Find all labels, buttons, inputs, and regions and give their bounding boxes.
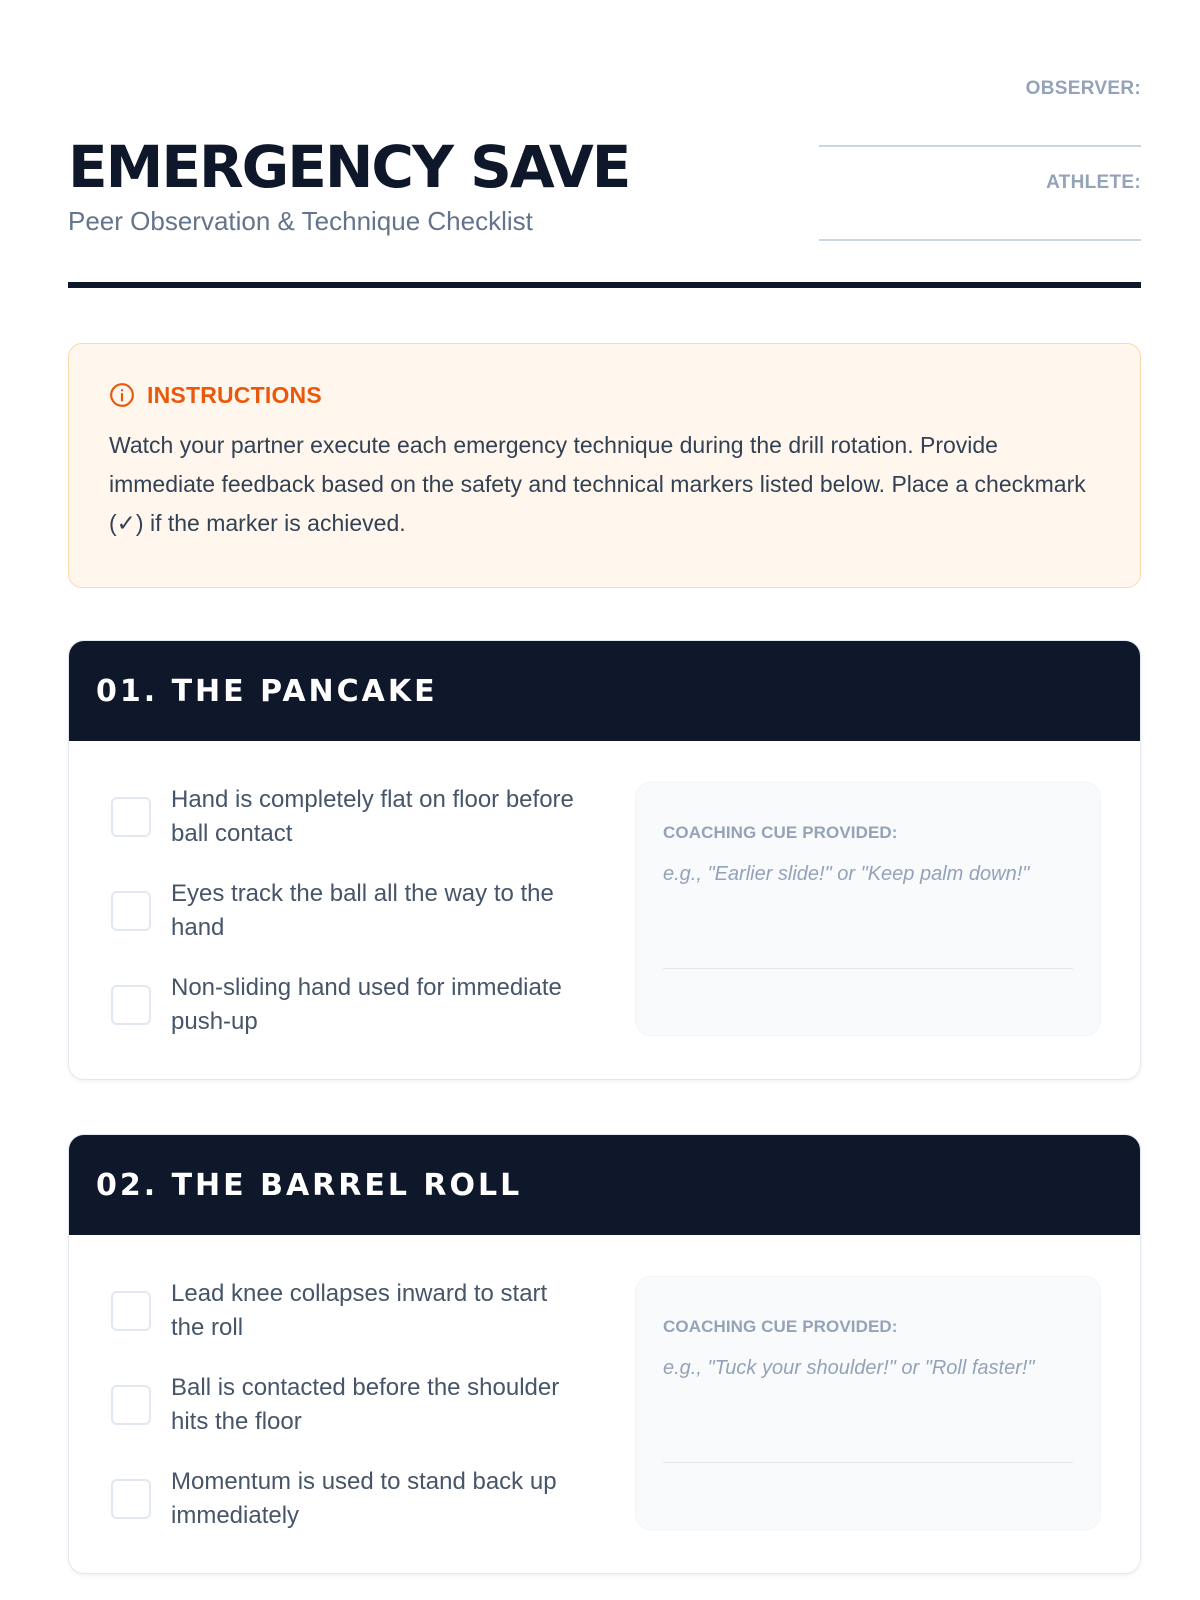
checklist-page: [68, 0, 1141, 1529]
checklist-item-text: Non-sliding hand used for immediate push-up: [171, 974, 562, 1035]
checklist-item-text: Eyes track the ball all the way to the hand: [171, 880, 554, 941]
checklist-item-text: Lead knee collapses inward to start the roll: [171, 1280, 548, 1341]
instructions-title: INSTRUCTIONS: [147, 381, 322, 408]
coaching-cue-placeholder: e.g., "Tuck your shoulder!" or "Roll faster!": [663, 1357, 1035, 1379]
section-header: [69, 641, 1140, 741]
section-header: [69, 1135, 1140, 1235]
coaching-cue-label: COACHING CUE PROVIDED:: [663, 823, 898, 842]
checklist-item-text: Hand is completely flat on floor before ball contact: [171, 786, 574, 847]
observer-label: OBSERVER:: [1025, 78, 1141, 99]
signature-fields: [819, 78, 1141, 266]
technique-checklist: [111, 1277, 581, 1559]
athlete-label: ATHLETE:: [1046, 172, 1141, 193]
checklist-item-text: Momentum is used to stand back up immediately: [171, 1468, 557, 1529]
instructions-callout: [68, 343, 1141, 588]
coaching-cue-label: COACHING CUE PROVIDED:: [663, 1317, 898, 1336]
section-barrel-roll: [68, 1134, 1141, 1574]
checklist-item: [111, 1465, 581, 1559]
section-pancake: [68, 640, 1141, 1080]
coaching-cue-line[interactable]: [663, 968, 1073, 969]
section-body: [69, 741, 1140, 1079]
checkbox[interactable]: [111, 1291, 151, 1331]
checklist-item: [111, 971, 581, 1065]
header-divider: [68, 282, 1141, 288]
checkbox[interactable]: [111, 985, 151, 1025]
checkbox[interactable]: [111, 1385, 151, 1425]
checklist-item: [111, 783, 581, 877]
section-body: [69, 1235, 1140, 1573]
checkbox[interactable]: [111, 797, 151, 837]
technique-checklist: [111, 783, 581, 1065]
athlete-line[interactable]: [819, 239, 1141, 241]
section-title: 01. THE PANCAKE: [96, 673, 438, 709]
checklist-item-text: Ball is contacted before the shoulder hits the floor: [171, 1374, 560, 1435]
checklist-item: [111, 1371, 581, 1465]
coaching-cue-box[interactable]: [635, 1276, 1101, 1530]
coaching-cue-box[interactable]: [635, 782, 1101, 1036]
coaching-cue-placeholder: e.g., "Earlier slide!" or "Keep palm down!": [663, 863, 1030, 885]
observer-field[interactable]: [819, 78, 1141, 172]
section-title: 02. THE BARREL ROLL: [96, 1167, 523, 1203]
instructions-text: Watch your partner execute each emergency technique during the drill rotation. Provide immediate feedback based on the safety and technical markers listed below. Place a checkmark (✓) if the marker is achieved.: [109, 432, 1086, 536]
checklist-item: [111, 877, 581, 971]
athlete-field[interactable]: [819, 172, 1141, 266]
page-header: [68, 0, 1141, 290]
checkbox[interactable]: [111, 1479, 151, 1519]
coaching-cue-line[interactable]: [663, 1462, 1073, 1463]
checkbox[interactable]: [111, 891, 151, 931]
info-icon: [109, 382, 135, 408]
checklist-item: [111, 1277, 581, 1371]
page-title: EMERGENCY SAVE: [68, 133, 630, 201]
page-subtitle: Peer Observation & Technique Checklist: [68, 206, 533, 236]
instructions-heading: [109, 380, 1100, 410]
observer-line[interactable]: [819, 145, 1141, 147]
